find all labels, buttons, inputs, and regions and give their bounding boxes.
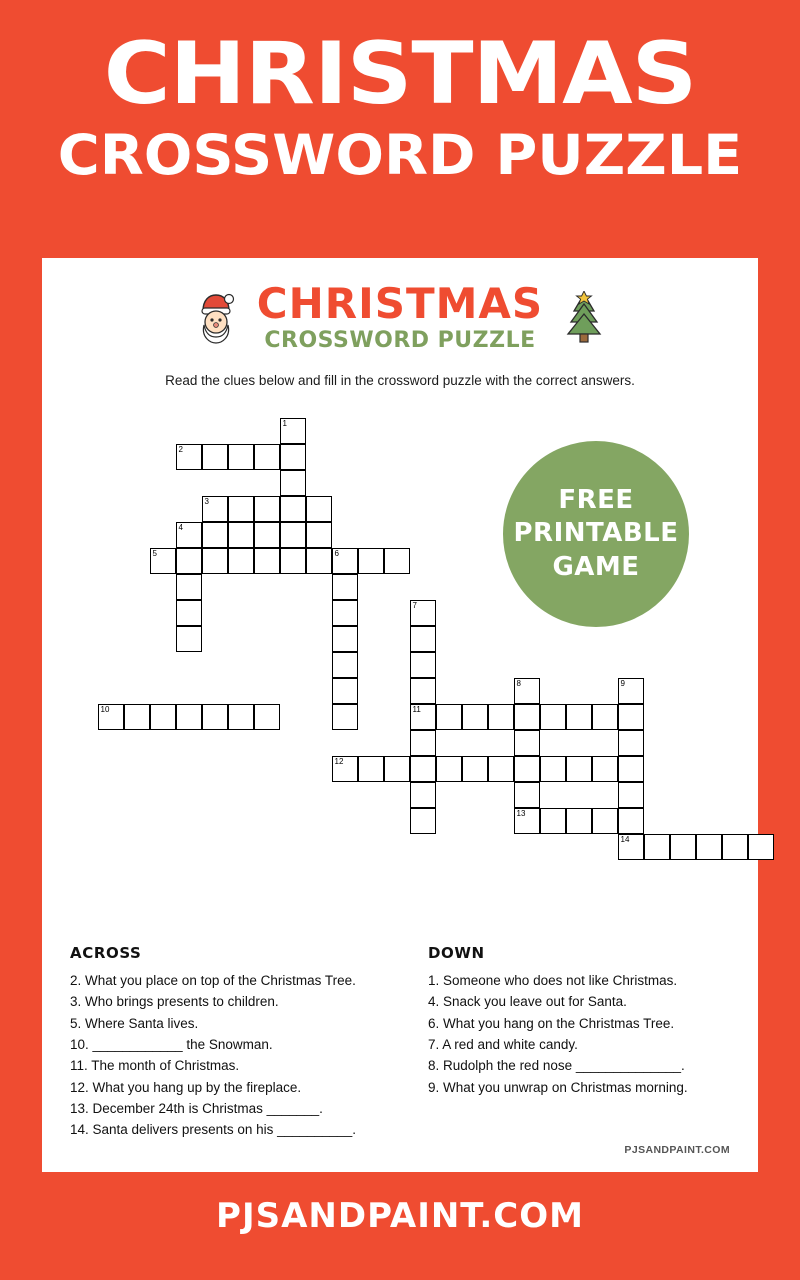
crossword-cell[interactable]	[514, 678, 540, 704]
crossword-cell[interactable]	[280, 548, 306, 574]
crossword-cell-number: 2	[178, 445, 183, 454]
clue-item: 12. What you hang up by the fireplace.	[70, 1079, 302, 1095]
crossword-cell-number: 3	[204, 497, 209, 506]
clue-item: 10. ____________ the Snowman.	[70, 1036, 273, 1052]
crossword-cell[interactable]	[280, 418, 306, 444]
crossword-cell[interactable]	[202, 496, 228, 522]
crossword-cell[interactable]	[722, 834, 748, 860]
crossword-cell[interactable]	[280, 444, 306, 470]
crossword-cell[interactable]	[384, 756, 410, 782]
crossword-cell[interactable]	[254, 522, 280, 548]
crossword-cell-number: 1	[282, 419, 287, 428]
banner-title-line2: CROSSWORD PUZZLE	[57, 122, 743, 187]
clue-item: 14. Santa delivers presents on his __________.	[70, 1122, 356, 1138]
crossword-cell[interactable]	[748, 834, 774, 860]
crossword-cell[interactable]	[618, 704, 644, 730]
crossword-cell[interactable]	[566, 808, 592, 834]
crossword-cell[interactable]	[176, 574, 202, 600]
crossword-cell[interactable]	[592, 704, 618, 730]
crossword-cell[interactable]	[462, 756, 488, 782]
clues-down-heading: DOWN	[428, 944, 485, 962]
crossword-cell-number: 8	[516, 679, 521, 688]
crossword-cell[interactable]	[618, 808, 644, 834]
crossword-cell[interactable]	[410, 626, 436, 652]
crossword-cell[interactable]	[540, 756, 566, 782]
crossword-cell[interactable]	[436, 756, 462, 782]
crossword-cell-number: 11	[412, 705, 421, 714]
clues-section	[70, 944, 730, 1141]
badge-line-1: FREE	[558, 485, 634, 516]
clue-item: 1. Someone who does not like Christmas.	[428, 973, 678, 988]
crossword-cell-number: 5	[152, 549, 157, 558]
crossword-cell[interactable]	[254, 704, 280, 730]
footer-site-url: PJSANDPAINT.COM	[216, 1196, 584, 1236]
crossword-cell[interactable]	[618, 834, 644, 860]
crossword-cell[interactable]	[176, 548, 202, 574]
worksheet-subtitle: CROSSWORD PUZZLE	[264, 328, 536, 354]
clue-item: 8. Rudolph the red nose ______________.	[428, 1058, 685, 1074]
crossword-cell[interactable]	[410, 730, 436, 756]
crossword-cell-number: 7	[412, 601, 417, 610]
crossword-cell[interactable]	[280, 522, 306, 548]
crossword-cell[interactable]	[488, 704, 514, 730]
crossword-cell[interactable]	[228, 522, 254, 548]
crossword-cell[interactable]	[280, 470, 306, 496]
clue-item: 3. Who brings presents to children.	[70, 994, 279, 1010]
crossword-cell[interactable]	[202, 548, 228, 574]
crossword-cell[interactable]	[228, 548, 254, 574]
crossword-cell[interactable]	[176, 626, 202, 652]
crossword-cell[interactable]	[514, 756, 540, 782]
crossword-cell[interactable]	[150, 704, 176, 730]
crossword-cell[interactable]	[514, 704, 540, 730]
crossword-cell[interactable]	[514, 808, 540, 834]
crossword-cell[interactable]	[306, 496, 332, 522]
crossword-cell[interactable]	[566, 704, 592, 730]
banner-title-line1: CHRISTMAS	[103, 24, 697, 124]
crossword-cell[interactable]	[332, 548, 358, 574]
crossword-cell[interactable]	[410, 704, 436, 730]
crossword-cell[interactable]	[618, 730, 644, 756]
crossword-cell[interactable]	[228, 496, 254, 522]
crossword-cell[interactable]	[540, 808, 566, 834]
santa-icon	[193, 291, 239, 345]
crossword-cell-number: 12	[334, 757, 344, 766]
crossword-cell-number: 14	[620, 835, 630, 844]
clue-item: 7. A red and white candy.	[428, 1036, 578, 1052]
crossword-cell[interactable]	[228, 444, 254, 470]
crossword-cell[interactable]	[254, 496, 280, 522]
crossword-cell[interactable]	[176, 704, 202, 730]
crossword-cell[interactable]	[410, 782, 436, 808]
worksheet-credit: PJSANDPAINT.COM	[624, 1144, 730, 1156]
christmas-tree-icon	[561, 291, 607, 345]
clue-item: 13. December 24th is Christmas _______.	[70, 1100, 323, 1116]
crossword-cell[interactable]	[306, 522, 332, 548]
worksheet-title-block	[256, 279, 544, 354]
crossword-cell[interactable]	[176, 444, 202, 470]
free-printable-badge	[498, 436, 694, 632]
worksheet-sheet	[42, 258, 758, 1172]
crossword-cell[interactable]	[410, 808, 436, 834]
crossword-cell-number: 13	[516, 809, 526, 818]
crossword-cell[interactable]	[176, 600, 202, 626]
crossword-cell[interactable]	[436, 704, 462, 730]
crossword-cell-number: 6	[334, 549, 339, 558]
crossword-cell[interactable]	[410, 678, 436, 704]
crossword-cell[interactable]	[592, 756, 618, 782]
crossword-cell[interactable]	[566, 756, 592, 782]
crossword-cell[interactable]	[202, 522, 228, 548]
crossword-cell[interactable]	[332, 704, 358, 730]
clue-item: 11. The month of Christmas.	[70, 1058, 240, 1074]
crossword-cell[interactable]	[332, 600, 358, 626]
crossword-cell[interactable]	[488, 756, 514, 782]
clue-item: 2. What you place on top of the Christmas Tree.	[70, 973, 356, 988]
crossword-cell[interactable]	[228, 704, 254, 730]
clue-item: 6. What you hang on the Christmas Tree.	[428, 1015, 675, 1031]
crossword-cell[interactable]	[696, 834, 722, 860]
crossword-cell[interactable]	[618, 678, 644, 704]
crossword-cell[interactable]	[540, 704, 566, 730]
clue-item: 4. Snack you leave out for Santa.	[428, 994, 627, 1010]
crossword-cell[interactable]	[254, 548, 280, 574]
crossword-cell[interactable]	[670, 834, 696, 860]
crossword-cell-number: 4	[178, 523, 183, 532]
crossword-cell[interactable]	[332, 756, 358, 782]
crossword-cell[interactable]	[514, 730, 540, 756]
worksheet-header	[42, 258, 758, 353]
instructions-text: Read the clues below and fill in the crossword puzzle with the correct answers.	[165, 373, 635, 389]
crossword-cell[interactable]	[644, 834, 670, 860]
crossword-cell[interactable]	[410, 600, 436, 626]
crossword-cell[interactable]	[332, 574, 358, 600]
crossword-cell[interactable]	[514, 782, 540, 808]
crossword-cell[interactable]	[124, 704, 150, 730]
worksheet-title: CHRISTMAS	[256, 279, 544, 328]
crossword-cell[interactable]	[332, 626, 358, 652]
crossword-cell[interactable]	[254, 444, 280, 470]
crossword-cell[interactable]	[306, 548, 332, 574]
crossword-cell-number: 9	[620, 679, 625, 688]
crossword-cell[interactable]	[202, 444, 228, 470]
crossword-cell[interactable]	[98, 704, 124, 730]
clues-down-column	[400, 944, 730, 1141]
crossword-cell[interactable]	[358, 756, 384, 782]
crossword-cell[interactable]	[384, 548, 410, 574]
crossword-cell[interactable]	[150, 548, 176, 574]
crossword-cell[interactable]	[280, 496, 306, 522]
crossword-cell[interactable]	[592, 808, 618, 834]
crossword-cell[interactable]	[618, 756, 644, 782]
clues-across-heading: ACROSS	[70, 944, 142, 962]
crossword-cell[interactable]	[176, 522, 202, 548]
clue-item: 9. What you unwrap on Christmas morning.	[428, 1079, 688, 1095]
crossword-cell[interactable]	[410, 652, 436, 678]
crossword-cell[interactable]	[618, 782, 644, 808]
crossword-cell[interactable]	[462, 704, 488, 730]
clue-item: 5. Where Santa lives.	[70, 1015, 199, 1031]
poster-banner	[0, 0, 800, 187]
badge-line-2: PRINTABLE	[513, 518, 679, 549]
clues-across-column	[70, 944, 400, 1141]
crossword-cell-number: 10	[100, 705, 110, 714]
crossword-cell[interactable]	[202, 704, 228, 730]
crossword-cell[interactable]	[332, 652, 358, 678]
crossword-cell[interactable]	[332, 678, 358, 704]
crossword-cell[interactable]	[410, 756, 436, 782]
badge-line-3: GAME	[552, 551, 640, 582]
crossword-cell[interactable]	[358, 548, 384, 574]
